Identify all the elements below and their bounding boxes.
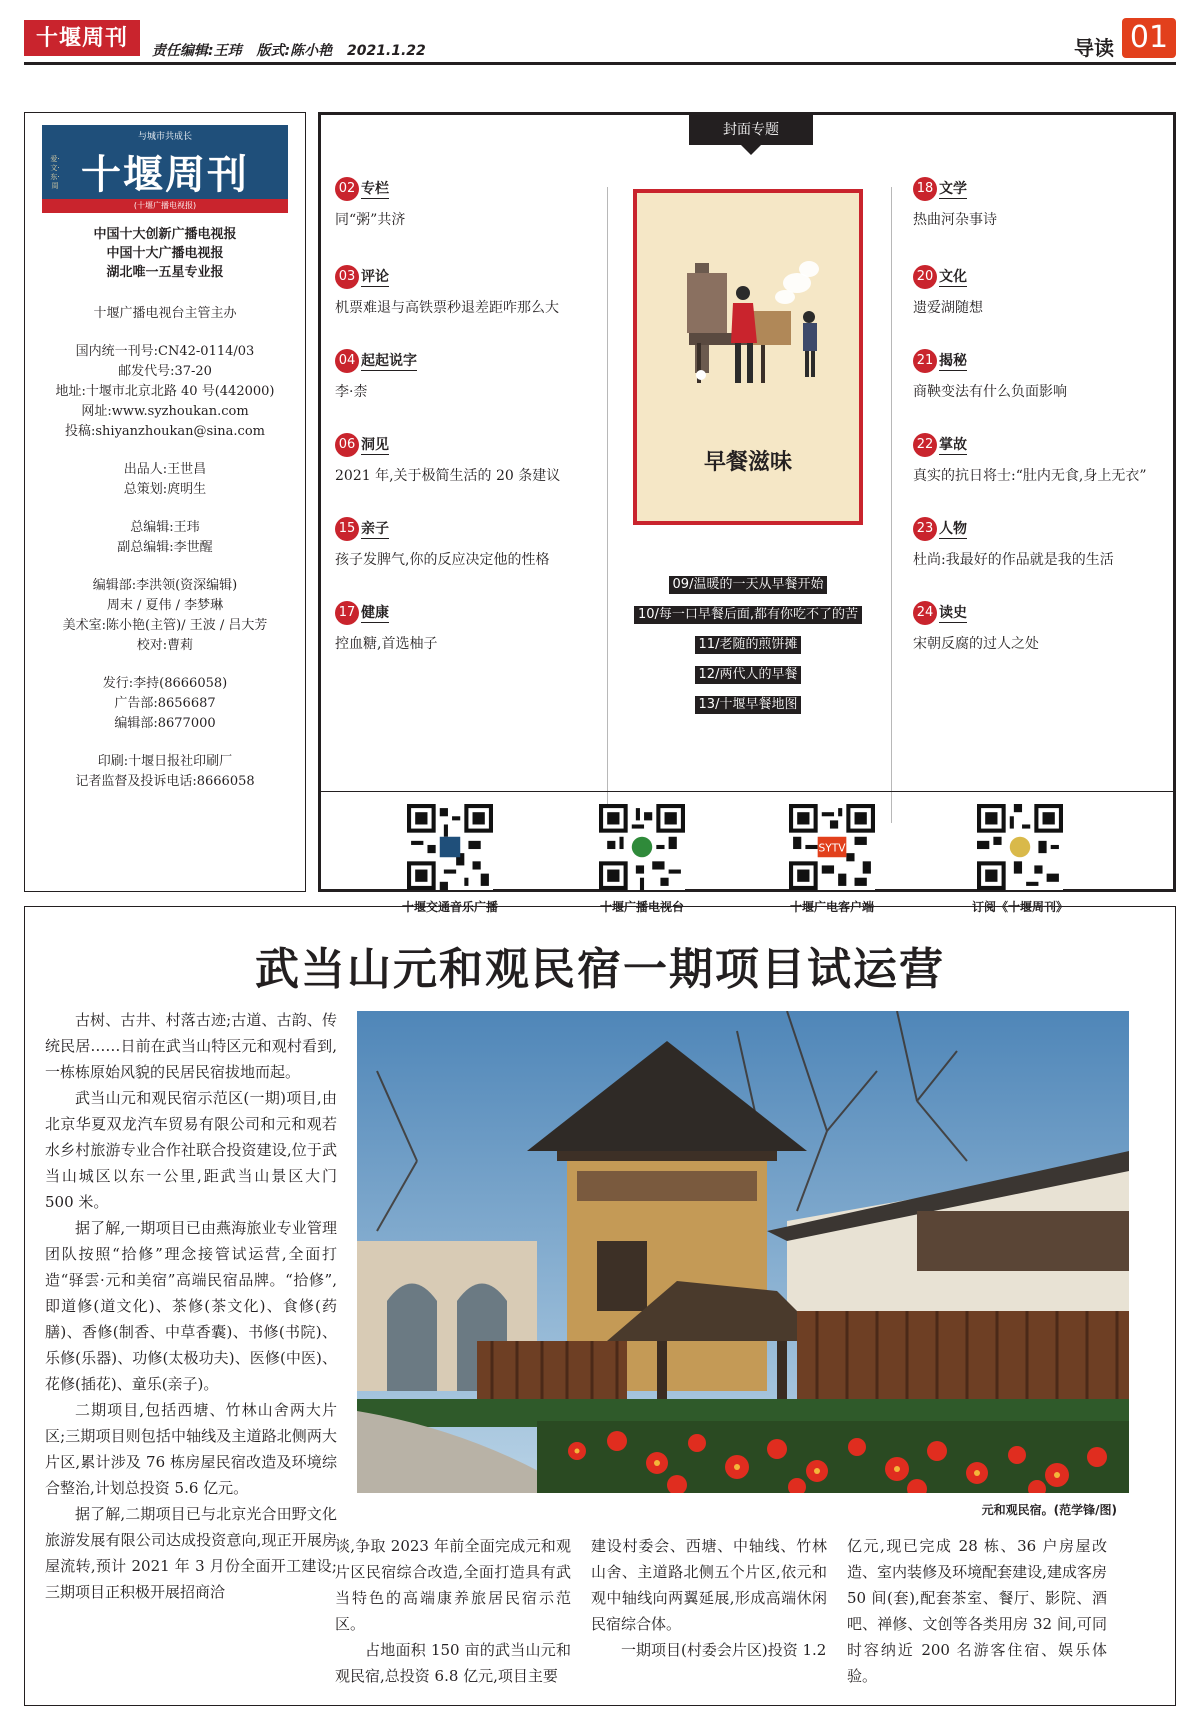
- staff-line: 副总编辑:李世醒: [117, 540, 213, 555]
- toc-title: 控血糖,首选柚子: [335, 636, 438, 652]
- article-photo[interactable]: [357, 1011, 1129, 1493]
- qr-label: 十堰广播电视台: [599, 900, 684, 914]
- registry-line: 国内统一刊号:CN42-0114/03: [75, 344, 255, 359]
- page-number-badge: 18: [913, 177, 937, 201]
- feature-link[interactable]: 11/老随的煎饼摊: [695, 636, 802, 654]
- paragraph: 古树、古井、村落古迹;古道、古韵、传统民居……日前在武当山特区元和观村看到,一栋栋原始风貌的民居民宿拔地而起。: [45, 1011, 337, 1081]
- registry-line: 投稿:shiyanzhoukan@sina.com: [65, 424, 265, 439]
- logo-title: 十堰周刊: [81, 151, 249, 198]
- toc-section: 洞见: [361, 436, 389, 453]
- honor-line: 中国十大广播电视报: [106, 246, 224, 261]
- toc-section: 健康: [361, 604, 389, 621]
- article-headline: 武当山元和观民宿一期项目试运营: [255, 944, 945, 995]
- registry-line: 网址:www.syzhoukan.com: [81, 404, 249, 419]
- honors: [25, 225, 305, 282]
- page-number-badge: 24: [913, 601, 937, 625]
- page-header: [24, 18, 1176, 64]
- toc-item[interactable]: [913, 349, 1183, 401]
- contacts: [25, 674, 305, 734]
- feature-link[interactable]: 12/两代人的早餐: [695, 666, 802, 684]
- print-line: 印刷:十堰日报社印刷厂: [97, 754, 233, 769]
- toc-item[interactable]: [335, 265, 605, 317]
- masthead-info: [24, 112, 306, 892]
- producers: [25, 460, 305, 500]
- registry-info: [25, 342, 305, 442]
- toc-item[interactable]: [913, 433, 1183, 485]
- staff-line: 周末 / 夏伟 / 李梦琳: [106, 598, 224, 613]
- section-title: 导读: [1074, 36, 1114, 60]
- issue-date: 2021.1.22: [346, 43, 426, 59]
- paragraph: 武当山元和观民宿示范区(一期)项目,由北京华夏双龙汽车贸易有限公司和元和观若水乡村旅游专业合作社联合投资建设,位于武当山城区以东一公里,距武当山景区大门 500 米。: [45, 1089, 337, 1211]
- toc-section: 掌故: [939, 436, 967, 453]
- toc-item[interactable]: [913, 517, 1183, 569]
- page-number-badge: 03: [335, 265, 359, 289]
- toc-title: 宋朝反腐的过人之处: [913, 636, 1039, 652]
- toc-title: 同“粥”共济: [335, 212, 406, 228]
- qr-code-item[interactable]: [747, 804, 917, 915]
- cover-title: 早餐滋味: [703, 449, 792, 475]
- contact-line: 广告部:8656687: [114, 696, 216, 711]
- toc-item[interactable]: [335, 433, 605, 485]
- staff-line: 出品人:王世昌: [123, 462, 207, 477]
- toc-section: 专栏: [361, 180, 389, 197]
- toc-section: 文化: [939, 268, 967, 285]
- paragraph: 占地面积 150 亩的武当山元和观民宿,总投资 6.8 亿元,项目主要: [335, 1641, 571, 1685]
- toc-item[interactable]: [913, 601, 1183, 653]
- page-number: 01: [1122, 18, 1176, 58]
- photo-caption: 元和观民宿。(范学锋/图): [981, 1503, 1117, 1517]
- page-number-badge: 15: [335, 517, 359, 541]
- page-number-badge: 06: [335, 433, 359, 457]
- toc-section: 起起说字: [361, 352, 417, 369]
- toc-item[interactable]: [335, 349, 605, 401]
- qr-label: 订阅《十堰周刊》: [971, 900, 1068, 914]
- article-column: [45, 1007, 337, 1605]
- paragraph: 建设村委会、西塘、中轴线、竹林山舍、主道路北侧五个片区,依元和观中轴线向两翼延展,形成高端休闲民宿综合体。: [591, 1537, 827, 1633]
- page-number-badge: 20: [913, 265, 937, 289]
- layout-credit: 版式:陈小艳: [256, 43, 333, 59]
- qr-code-icon: [407, 804, 493, 890]
- toc-title: 机票难退与高铁票秒退差距咋那么大: [335, 300, 559, 316]
- cover-feature-list: [589, 573, 907, 723]
- feature-link[interactable]: 10/每一口早餐后面,都有你吃不了的苦: [634, 606, 862, 624]
- contact-line: 发行:李持(8666058): [102, 676, 228, 691]
- page-number-badge: 21: [913, 349, 937, 373]
- registry-line: 邮发代号:37-20: [118, 364, 212, 379]
- toc-title: 真实的抗日将士:“肚内无食,身上无衣”: [913, 468, 1147, 484]
- staff-line: 编辑部:李洪领(资深编辑): [92, 578, 238, 593]
- toc-item[interactable]: [913, 177, 1183, 229]
- toc-section: 揭秘: [939, 352, 967, 369]
- print-line: 记者监督及投诉电话:8666058: [75, 774, 255, 789]
- toc-section: 人物: [939, 520, 967, 537]
- paragraph: 二期项目,包括西塘、竹林山舍两大片区;三期项目则包括中轴线及主道路北侧两大片区,累计涉及 76 栋房屋民宿改造及环境综合整治,计划总投资 5.6 亿元。: [45, 1401, 337, 1497]
- masthead-mini: 十堰周刊: [24, 20, 140, 56]
- staff-line: 总策划:庹明生: [123, 482, 207, 497]
- toc-item[interactable]: [335, 177, 605, 229]
- qr-code-icon: [977, 804, 1063, 890]
- staff-line: 总编辑:王玮: [130, 520, 200, 535]
- qr-code-item[interactable]: [365, 804, 535, 915]
- page-number-badge: 04: [335, 349, 359, 373]
- qr-code-item[interactable]: [557, 804, 727, 915]
- logo-slogan: 与城市共成长: [137, 132, 192, 142]
- qr-code-item[interactable]: [935, 804, 1105, 915]
- toc-title: 李·柰: [335, 384, 368, 400]
- paragraph: 据了解,二期项目已与北京光合田野文化旅游发展有限公司达成投资意向,现正开展房屋流转,预计 2021 年 3 月份全面开工建设;三期项目正积极开展招商洽: [45, 1505, 337, 1601]
- cover-illustration[interactable]: [633, 189, 863, 525]
- header-meta: [152, 40, 436, 60]
- feature-link[interactable]: 13/十堰早餐地图: [695, 696, 802, 714]
- feature-link[interactable]: 09/温暖的一天从早餐开始: [669, 576, 828, 594]
- paragraph: 据了解,一期项目已由燕海旅业专业管理团队按照“拾修”理念接管试运营,全面打造“驿雲·元和美宿”高端民宿品牌。“拾修”,即道修(道文化)、茶修(茶文化)、食修(药膳)、香修(制香、中草香囊)、书修(书院)、乐修(乐器)、功修(太极功夫)、医修(中医)、花修(插花)、童乐(亲子)。: [45, 1219, 337, 1393]
- toc-title: 商鞅变法有什么负面影响: [913, 384, 1067, 400]
- qr-label: 十堰广电客户端: [789, 900, 874, 914]
- column-divider: [607, 187, 608, 823]
- honor-line: 中国十大创新广播电视报: [93, 227, 237, 242]
- chief-editors: [25, 518, 305, 558]
- toc-section: 评论: [361, 268, 389, 285]
- editorial-staff: [25, 576, 305, 656]
- toc-item[interactable]: [913, 265, 1183, 317]
- toc-item[interactable]: [335, 601, 605, 653]
- qr-code-icon: [599, 804, 685, 890]
- toc-item[interactable]: [335, 517, 605, 569]
- toc-title: 孩子发脾气,你的反应决定他的性格: [335, 552, 550, 568]
- paragraph: 一期项目(村委会片区)投资 1.2: [621, 1641, 827, 1659]
- staff-line: 校对:曹莉: [136, 638, 194, 653]
- editor-credit: 责任编辑:王玮: [152, 43, 242, 59]
- toc-title: 杜尚:我最好的作品就是我的生活: [913, 552, 1114, 568]
- toc-section: 读史: [939, 604, 967, 621]
- paper-logo: [42, 125, 288, 213]
- contact-line: 编辑部:8677000: [114, 716, 216, 731]
- paragraph: 亿元,现已完成 28 栋、36 户房屋改造、室内装修及环境配套建设,建成客房 50 间(套),配套茶室、餐厅、影院、酒吧、禅修、文创等各类用房 32 间,可同时容纳近 200 名游客住宿、娱乐体验。: [847, 1537, 1107, 1685]
- staff-line: 美术室:陈小艳(主管)/ 王波 / 吕大芳: [62, 618, 268, 633]
- qr-badge-text: SYTV: [818, 841, 846, 855]
- toc-title: 2021 年,关于极简生活的 20 条建议: [335, 468, 561, 484]
- toc-title: 遗爱湖随想: [913, 300, 983, 316]
- page-number-badge: 17: [335, 601, 359, 625]
- article-column: [335, 1533, 571, 1689]
- page-number-badge: 22: [913, 433, 937, 457]
- page-number-badge: 23: [913, 517, 937, 541]
- article-column: [591, 1533, 827, 1663]
- cover-topic-tag: 封面专题: [689, 115, 813, 145]
- honor-line: 湖北唯一五星专业报: [106, 265, 224, 280]
- paragraph: 谈,争取 2023 年前全面完成元和观片区民宿综合改造,全面打造具有武当特色的高端康养旅居民宿示范区。: [335, 1537, 571, 1633]
- table-of-contents: [318, 112, 1176, 914]
- logo-side-text: 爱·文·东·周: [50, 155, 60, 190]
- toc-section: 文学: [939, 180, 967, 197]
- column-divider: [891, 187, 892, 823]
- logo-subtitle: (十堰广播电视报): [42, 199, 288, 213]
- qr-label: 十堰交通音乐广播: [401, 900, 498, 914]
- toc-section: 亲子: [361, 520, 389, 537]
- toc-title: 热曲河杂事诗: [913, 212, 997, 228]
- qr-code-icon: [789, 804, 875, 890]
- header-rule: [24, 62, 1176, 65]
- print-info: [25, 752, 305, 792]
- registry-line: 地址:十堰市北京北路 40 号(442000): [55, 384, 275, 399]
- guesthouse-photo: [357, 1011, 1129, 1493]
- article-column: [847, 1533, 1107, 1689]
- feature-article: [24, 906, 1176, 1706]
- qr-code-row: [321, 791, 1173, 914]
- page-number-badge: 02: [335, 177, 359, 201]
- sponsor: 十堰广播电视台主管主办: [93, 306, 237, 321]
